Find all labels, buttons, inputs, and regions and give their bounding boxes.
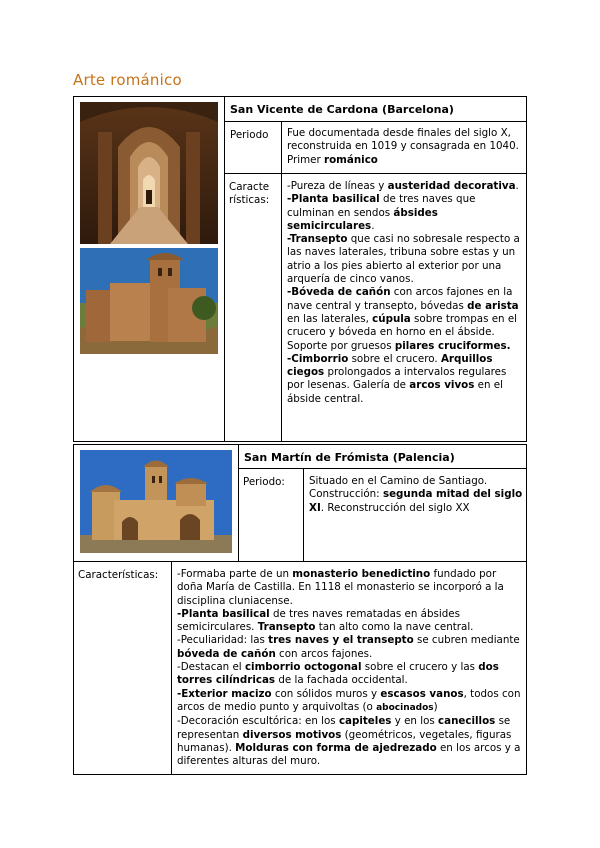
cardona-caract-label: Caracte rísticas: xyxy=(229,181,270,207)
cardona-caract-text: -Pureza de líneas y austeridad decorativa. -Planta basilical de tres naves que culminan en sendos ábsides semicirculares. -Transepto que casi no sobresale respecto a las naves laterales, tribuna sobre estas y un atrio a los pies abierto al exterior por una arquería de cinco vanos. -Bóveda de cañón con arcos fajones en la nave central y transepto, bóvedas de arista en las laterales, cúpula sobre trompas en el crucero y bóveda en horno en el ábside. Soporte por gruesos pilares cruciformes. -Cimborrio sobre el crucero. Arquillos ciegos prolongados a intervalos regulares por lesenas. Galería de arcos vivos en el ábside central. xyxy=(287,180,520,405)
fromista-title: San Martín de Frómista (Palencia) xyxy=(244,451,455,464)
cardona-exterior-photo xyxy=(80,248,218,354)
cardona-interior-photo xyxy=(80,102,218,244)
fromista-caract-label: Características: xyxy=(78,569,159,581)
cardona-periodo-label: Periodo xyxy=(230,129,269,141)
section-title: Arte románico xyxy=(73,71,182,89)
fromista-caract-text: -Formaba parte de un monasterio benedictino fundado por doña María de Castilla. En 1118 el monasterio se incorporó a la disciplina cluniacense. -Planta basilical de tres naves rematadas en ábsides semicirculares. Transepto tan alto como la nave central. -Peculiaridad: las tres naves y el transepto se cubren mediante bóveda de cañón con arcos fajones. -Destacan el cimborrio octogonal sobre el crucero y las dos torres cilíndricas de la fachada occidental. -Exterior macizo con sólidos muros y escasos vanos, todos con arcos de medio punto y arquivoltas (o abocinados) -Decoración escultórica: en los capiteles y en los canecillos se representan diversos motivos (geométricos, vegetales, figuras humanas). Molduras con forma de ajedrezado en los arcos y a diferentes alturas del muro. xyxy=(177,568,521,768)
fromista-periodo-label: Periodo: xyxy=(243,476,285,488)
cardona-periodo-text: Fue documentada desde finales del siglo X, reconstruida en 1019 y consagrada en 1040. Primer románico xyxy=(287,127,519,166)
fromista-periodo-text: Situado en el Camino de Santiago. Construcción: segunda mitad del siglo XI. Reconstrucción del siglo XX xyxy=(309,475,523,514)
cardona-title: San Vicente de Cardona (Barcelona) xyxy=(230,103,454,116)
fromista-photo xyxy=(80,450,232,553)
